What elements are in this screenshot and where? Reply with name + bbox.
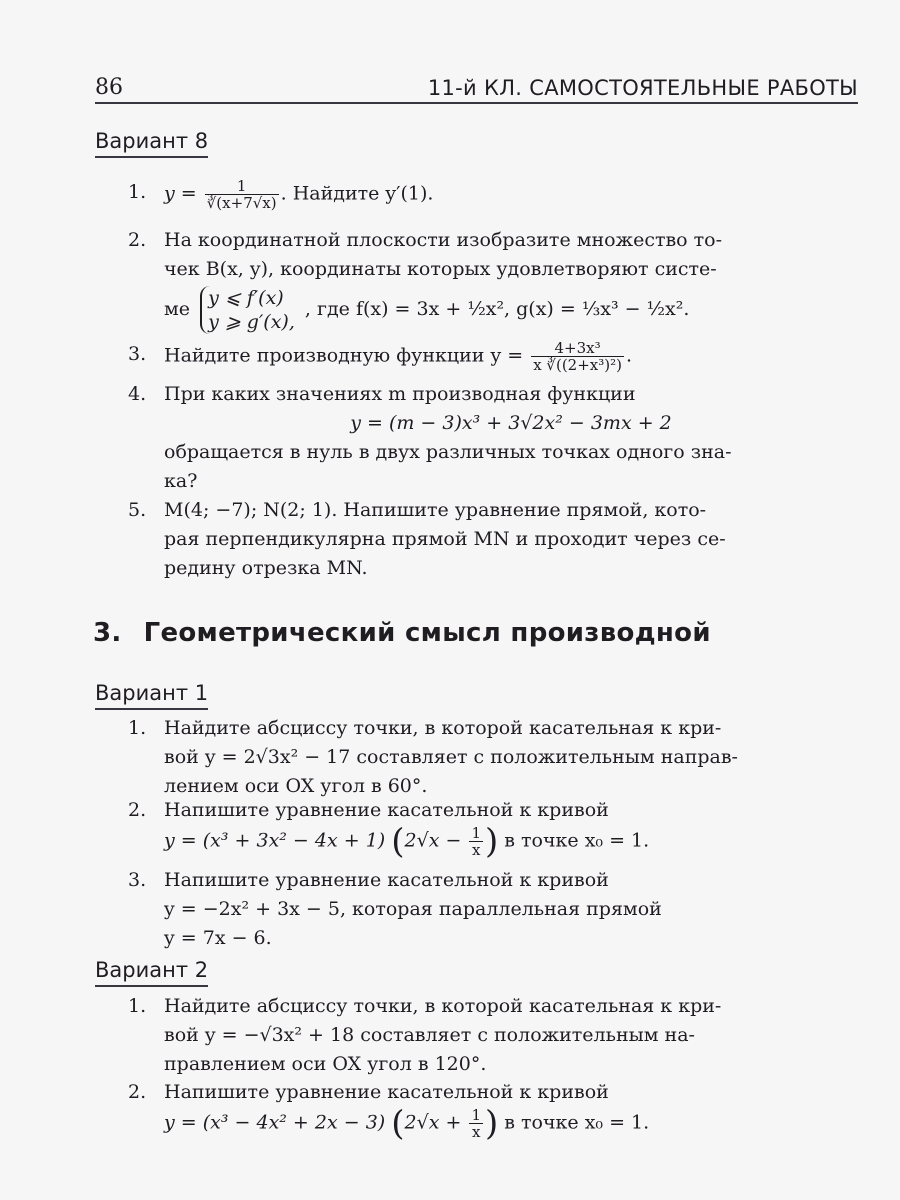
problem-text: Напишите уравнение касательной к кривой — [164, 799, 609, 821]
problem-number: 1. — [128, 995, 147, 1017]
v2-problem-2 — [128, 1078, 858, 1144]
problem-text: вой y = −√3x² + 18 составляет с положительным на- — [164, 1024, 695, 1046]
v8-problem-1 — [128, 178, 858, 211]
section-heading: 3. Геометрический смысл производной — [93, 618, 711, 648]
variant-8-heading: Вариант 8 — [95, 128, 208, 158]
problem-number: 2. — [128, 229, 147, 251]
v1-problem-1 — [128, 714, 858, 801]
problem-text: y = −2x² + 3x − 5, которая параллельная прямой — [164, 898, 662, 920]
v1-problem-2 — [128, 796, 858, 862]
problem-number: 4. — [128, 383, 147, 405]
display-formula: y = (m − 3)x³ + 3√2x² − 3mx + 2 — [350, 412, 672, 434]
problem-text: ка? — [164, 470, 198, 492]
problem-text: Напишите уравнение касательной к кривой — [164, 869, 609, 891]
v8-problem-4 — [128, 380, 858, 496]
problem-text: . Найдите y′(1). — [280, 182, 434, 205]
page-number: 86 — [95, 75, 123, 100]
problem-text: лением оси OX угол в 60°. — [164, 775, 428, 797]
problem-text: вой y = 2√3x² − 17 составляет с положительным направ- — [164, 746, 738, 768]
problem-text: Найдите абсциссу точки, в которой касательная к кри- — [164, 717, 722, 739]
v8-problem-3: 3. Найдите производную функции y = $\frac{\text{4+3x³}}{\text{x ∛((2+x³)²)}}$ . — [128, 339, 633, 374]
problem-text: На координатной плоскости изобразите множество то- — [164, 229, 723, 251]
v1-problem-3 — [128, 866, 858, 953]
problem-number: 1. — [128, 181, 147, 203]
problem-text: чек B(x, y), координаты которых удовлетворяют систе- — [164, 258, 717, 280]
variant-1-heading: Вариант 1 — [95, 680, 208, 710]
problem-number: 3. — [128, 343, 147, 365]
fraction: $\frac{1}{x}$ — [471, 1106, 481, 1141]
inequality-system: y ⩽ f′(x) y ⩾ g′(x), — [200, 286, 295, 334]
v2-problem-1 — [128, 992, 858, 1079]
problem-text: Напишите уравнение касательной к кривой — [164, 1081, 609, 1103]
system-line: ме y ⩽ f′(x) y ⩾ g′(x), , где f(x) = 3x + ½x², g(x) = ⅓x³ − ½x². — [164, 287, 690, 333]
running-header — [95, 66, 858, 104]
v8-problem-5 — [128, 496, 858, 583]
formula-line: y = (x³ + 3x² − 4x + 1) (2√x − $\frac{1}{x}$ ) в точке x₀ = 1. — [164, 821, 650, 862]
fraction: $\frac{\text{4+3x³}}{\text{x ∛((2+x³)²)}}$ — [533, 339, 622, 374]
problem-text: правлением оси OX угол в 120°. — [164, 1053, 487, 1075]
problem-number: 2. — [128, 1081, 147, 1103]
fraction: $\frac{1}{∛(x+7√x)}$ — [206, 177, 277, 212]
problem-number: 2. — [128, 799, 147, 821]
problem-text: M(4; −7); N(2; 1). Напишите уравнение прямой, кото- — [164, 499, 707, 521]
problem-number: 1. — [128, 717, 147, 739]
formula-line: y = (x³ − 4x² + 2x − 3) (2√x + $\frac{1}{x}$ ) в точке x₀ = 1. — [164, 1103, 650, 1144]
fraction: $\frac{1}{x}$ — [471, 824, 481, 859]
formula-lead: y = — [164, 182, 197, 205]
problem-text: y = 7x − 6. — [164, 927, 272, 949]
problem-text: Найдите производную функции y = — [164, 344, 524, 367]
running-title: 11-й КЛ. САМОСТОЯТЕЛЬНЫЕ РАБОТЫ — [427, 76, 858, 100]
problem-text: обращается в нуль в двух различных точках одного зна- — [164, 441, 732, 463]
problem-number: 5. — [128, 499, 147, 521]
problem-text: При каких значениях m производная функции — [164, 383, 636, 405]
problem-text: редину отрезка MN. — [164, 557, 368, 579]
problem-text: Найдите абсциссу точки, в которой касательная к кри- — [164, 995, 722, 1017]
variant-2-heading: Вариант 2 — [95, 957, 208, 987]
v8-problem-2 — [128, 226, 858, 334]
problem-text: рая перпендикулярна прямой MN и проходит через се- — [164, 528, 726, 550]
problem-number: 3. — [128, 869, 147, 891]
